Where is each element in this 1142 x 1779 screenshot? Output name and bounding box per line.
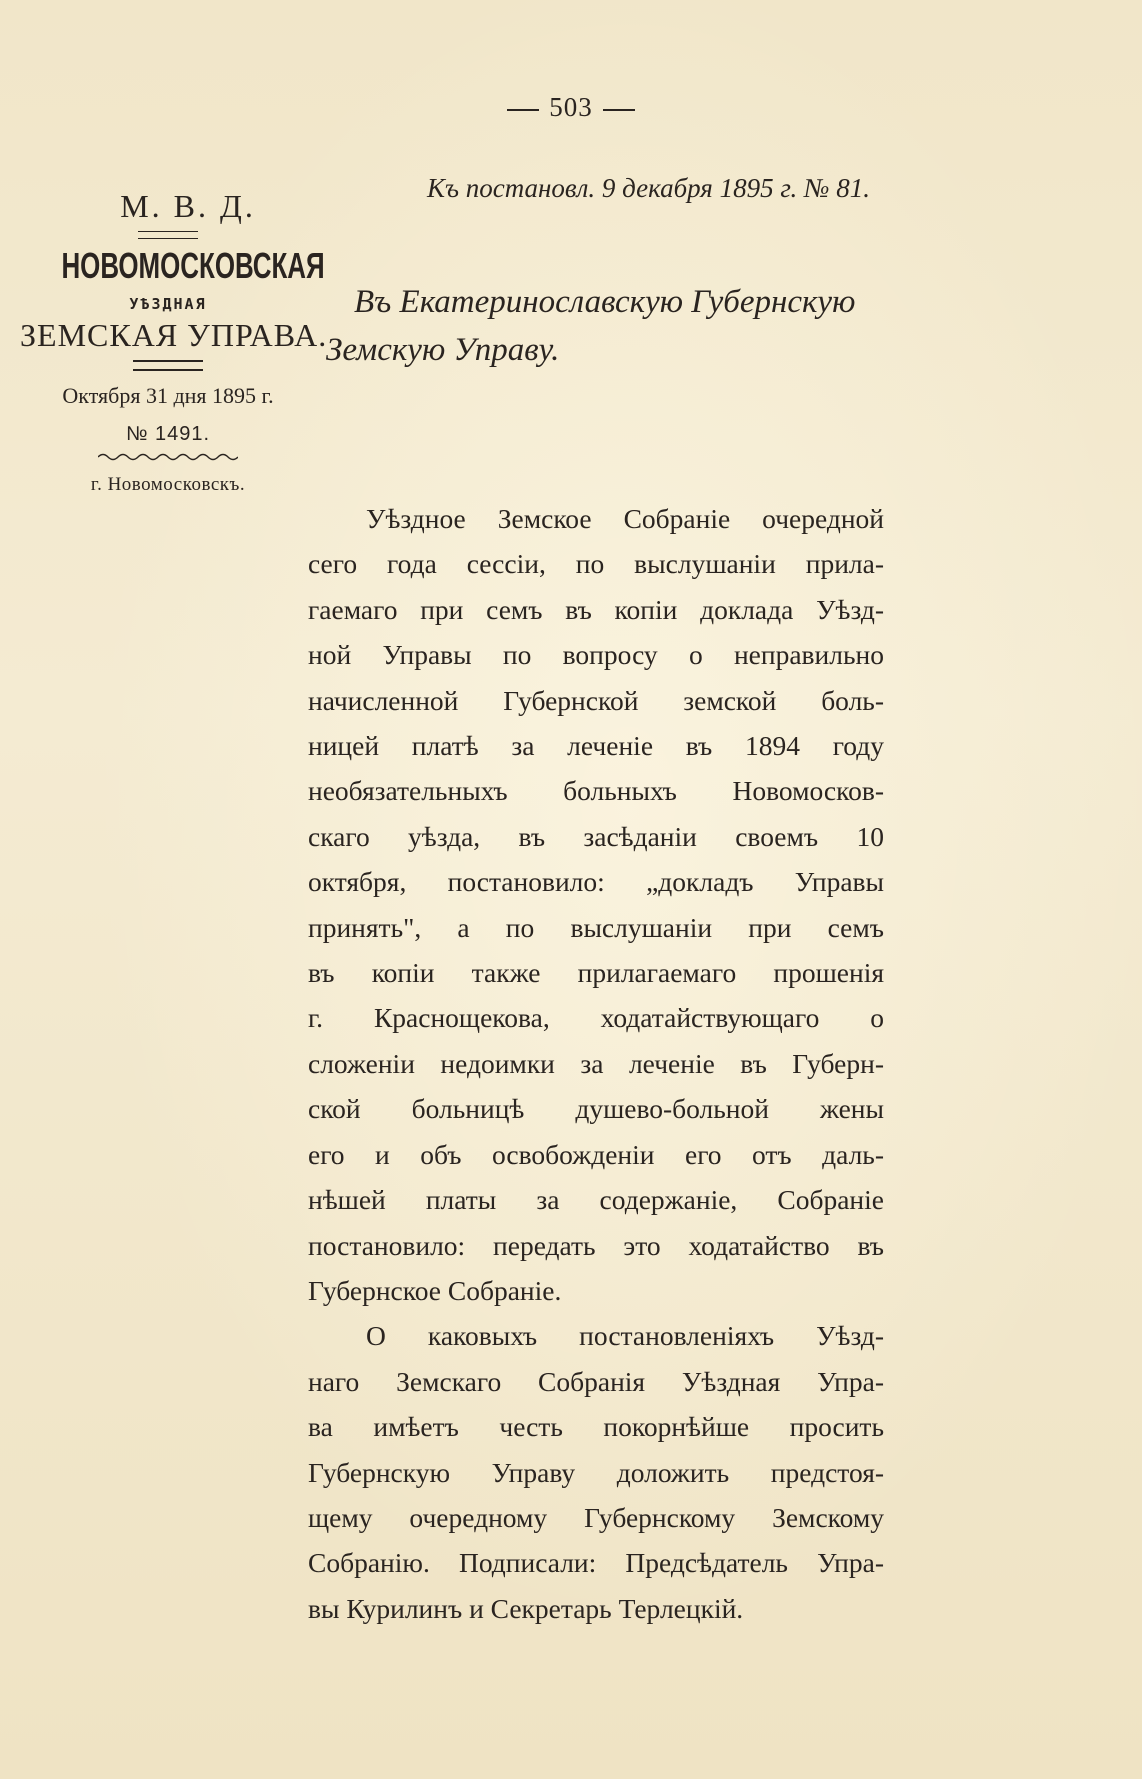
body-line: гаемаго при семъ въ копіи доклада Уѣзд- <box>308 593 884 625</box>
body-line: вы Курилинъ и Секретарь Терлецкій. <box>308 1592 744 1624</box>
body-line: ва имѣетъ честь покорнѣйше просить <box>308 1411 884 1443</box>
letter-number: № 1491. <box>125 423 211 445</box>
body-line: постановило: передать это ходатайство въ <box>308 1229 884 1261</box>
wavy-divider <box>98 452 238 462</box>
body-line: наго Земскаго Собранія Уѣздная Упра- <box>308 1365 884 1397</box>
resolution-reference: Къ постановл. 9 декабря 1895 г. № 81. <box>427 173 870 203</box>
body-line: Губернское Собраніе. <box>308 1274 562 1306</box>
body-line: скаго уѣзда, въ засѣданіи своемъ 10 <box>308 820 884 852</box>
letterhead <box>20 188 328 496</box>
body-line: ной Управы по вопросу о неправильно <box>308 639 884 671</box>
uezdnaya-label: УѢЗДНАЯ <box>129 295 207 313</box>
body-line: въ копіи также прилагаемаго прошенія <box>308 957 884 989</box>
addressee <box>326 278 891 374</box>
body-line: г. Краснощекова, ходатайствующаго о <box>308 1002 884 1034</box>
body-line: принять", а по выслушаніи при семъ <box>308 911 884 943</box>
addressee-line-2: Земскую Управу. <box>326 332 560 368</box>
letter-body <box>308 496 884 1631</box>
body-line: Губернскую Управу доложить предстоя- <box>308 1456 884 1488</box>
body-line: октября, постановило: „докладъ Управы <box>308 866 884 898</box>
letterhead-rule-bottom <box>133 360 203 371</box>
addressee-line-1: Въ Екатеринославскую Губернскую <box>354 284 856 320</box>
letter-town: г. Новомосковскъ. <box>90 474 246 495</box>
page-number-dash-left <box>507 109 539 111</box>
body-line: необязательныхъ больныхъ Новомосков- <box>308 775 884 807</box>
body-line: Собранію. Подписали: Предсѣдатель Упра- <box>308 1547 884 1579</box>
body-line: его и объ освобожденіи его отъ даль- <box>308 1138 884 1170</box>
letter-date: Октября 31 дня 1895 г. <box>62 383 274 408</box>
district-name: НОВОМОСКОВСКАЯ <box>61 245 325 286</box>
body-line: Уѣздное Земское Собраніе очередной <box>366 503 884 534</box>
page-number-dash-right <box>603 109 635 111</box>
page-number <box>0 92 1142 123</box>
body-line: нѣшей платы за содержаніе, Собраніе <box>308 1184 884 1216</box>
zemskaya-uprava-label: ЗЕМСКАЯ УПРАВА. <box>20 317 328 353</box>
body-line: щему очередному Губернскому Земскому <box>308 1501 884 1533</box>
body-line: О каковыхъ постановленіяхъ Уѣзд- <box>366 1320 884 1352</box>
body-line: ницей платѣ за леченіе въ 1894 году <box>308 730 884 762</box>
body-line: сего года сессіи, по выслушаніи прила- <box>308 548 884 580</box>
ministry-abbreviation: М. В. Д. <box>120 188 256 224</box>
body-line: сложеніи недоимки за леченіе въ Губерн- <box>308 1047 884 1079</box>
letterhead-rule-top <box>138 231 198 239</box>
body-line: ской больницѣ душево-больной жены <box>308 1093 884 1125</box>
body-line: начисленной Губернской земской боль- <box>308 684 884 716</box>
page-number-value: 503 <box>549 92 593 122</box>
